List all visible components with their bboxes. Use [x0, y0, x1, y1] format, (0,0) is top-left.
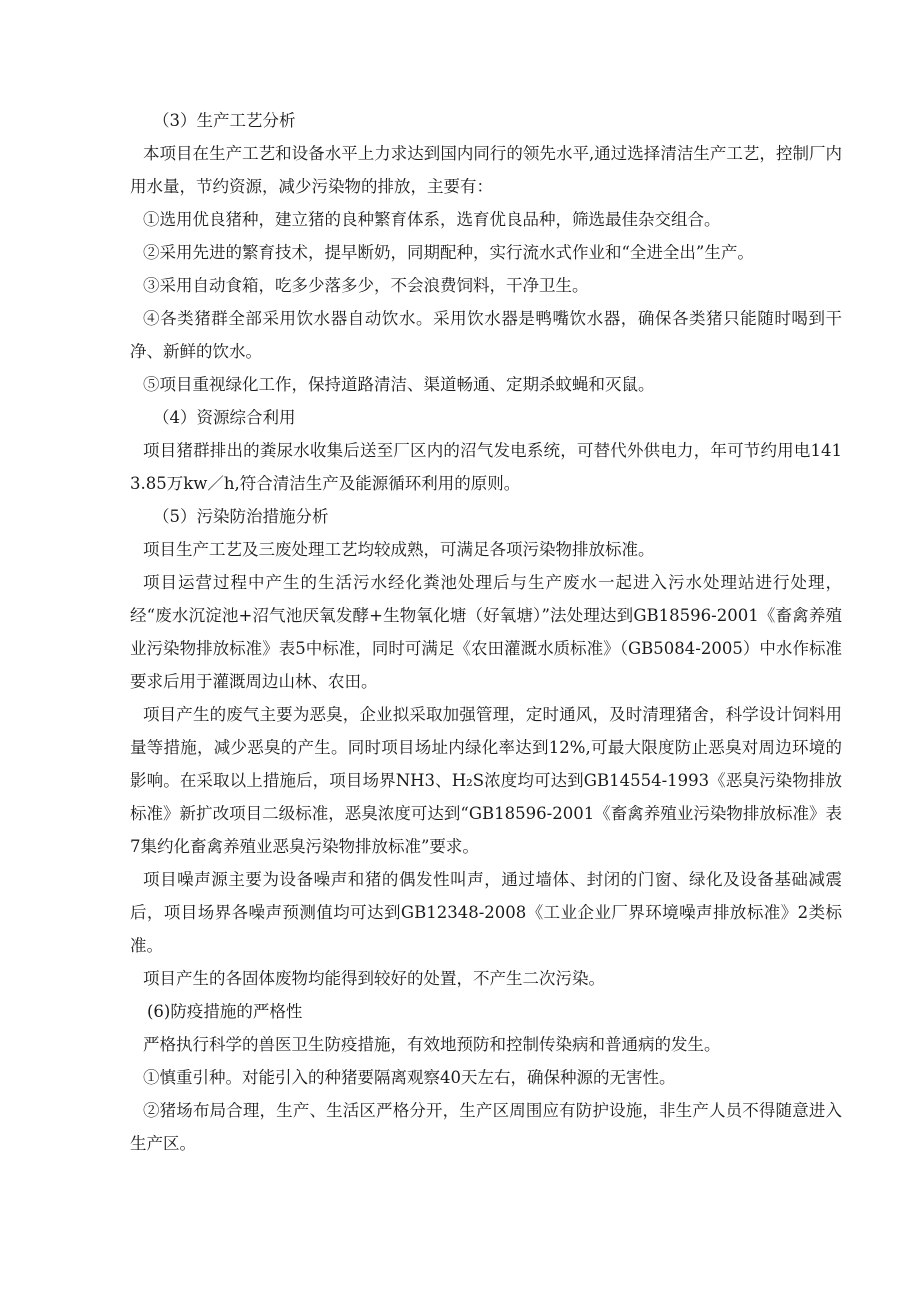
section-heading-5: （5）污染防治措施分析: [153, 507, 329, 526]
list-item: ①选用优良猪种，建立猪的良种繁育体系，选育优良品种，筛选最佳杂交组合。: [143, 210, 721, 229]
paragraph: 严格执行科学的兽医卫生防疫措施，有效地预防和控制传染病和普通病的发生。: [143, 1035, 721, 1054]
list-item: ③采用自动食箱，吃多少落多少，不会浪费饲料，干净卫生。: [143, 276, 589, 295]
list-item: ②猪场布局合理，生产、生活区严格分开，生产区周围应有防护设施，非生产人员不得随意进入生产区。: [130, 1101, 842, 1153]
section-heading-3: （3）生产工艺分析: [153, 111, 296, 130]
section-heading-4: （4）资源综合利用: [153, 408, 296, 427]
paragraph: 项目噪声源主要为设备噪声和猪的偶发性叫声，通过墙体、封闭的门窗、绿化及设备基础减震后，项目场界各噪声预测值均可达到GB12348-2008《工业企业厂界环境噪声排放标准》2类标准。: [130, 870, 842, 955]
list-item: ④各类猪群全部采用饮水器自动饮水。采用饮水器是鸭嘴饮水器，确保各类猪只能随时喝到干净、新鲜的饮水。: [130, 309, 842, 361]
paragraph: 项目产生的各固体废物均能得到较好的处置，不产生二次污染。: [143, 969, 605, 988]
paragraph: 项目猪群排出的粪尿水收集后送至厂区内的沼气发电系统，可替代外供电力，年可节约用电1413.85万kw／h,符合清洁生产及能源循环利用的原则。: [130, 441, 842, 493]
section-heading-6: (6)防疫措施的严格性: [147, 1002, 303, 1021]
paragraph: 本项目在生产工艺和设备水平上力求达到国内同行的领先水平,通过选择清洁生产工艺，控制厂内用水量，节约资源，减少污染物的排放，主要有：: [130, 144, 842, 196]
paragraph: 项目产生的废气主要为恶臭，企业拟采取加强管理，定时通风，及时清理猪舍，科学设计饲料用量等措施，减少恶臭的产生。同时项目场址内绿化率达到12%,可最大限度防止恶臭对周边环境的影响。在采取以上措施后，项目场界NH3、H₂S浓度均可达到GB14554-1993《恶臭污染物排放标准》新扩改项目二级标准，恶臭浓度可达到“GB18596-2001《畜禽养殖业污染物排放标准》表7集约化畜禽养殖业恶臭污染物排放标准”要求。: [130, 705, 842, 856]
list-item: ⑤项目重视绿化工作，保持道路清洁、渠道畅通、定期杀蚊蝇和灭鼠。: [143, 375, 655, 394]
document-body: [130, 104, 842, 1160]
list-item: ①慎重引种。对能引入的种猪要隔离观察40天左右，确保种源的无害性。: [143, 1068, 676, 1087]
list-item: ②采用先进的繁育技术，提早断奶，同期配种，实行流水式作业和“全进全出”生产。: [143, 243, 754, 262]
paragraph: 项目生产工艺及三废处理工艺均较成熟，可满足各项污染物排放标准。: [143, 540, 655, 559]
paragraph: 项目运营过程中产生的生活污水经化粪池处理后与生产废水一起进入污水处理站进行处理，经“废水沉淀池+沼气池厌氧发酵+生物氧化塘（好氧塘）”法处理达到GB18596-2001《畜禽养殖业污染物排放标准》表5中标准，同时可满足《农田灌溉水质标准》（GB5084-2005）中水作标准要求后用于灌溉周边山林、农田。: [130, 573, 842, 691]
